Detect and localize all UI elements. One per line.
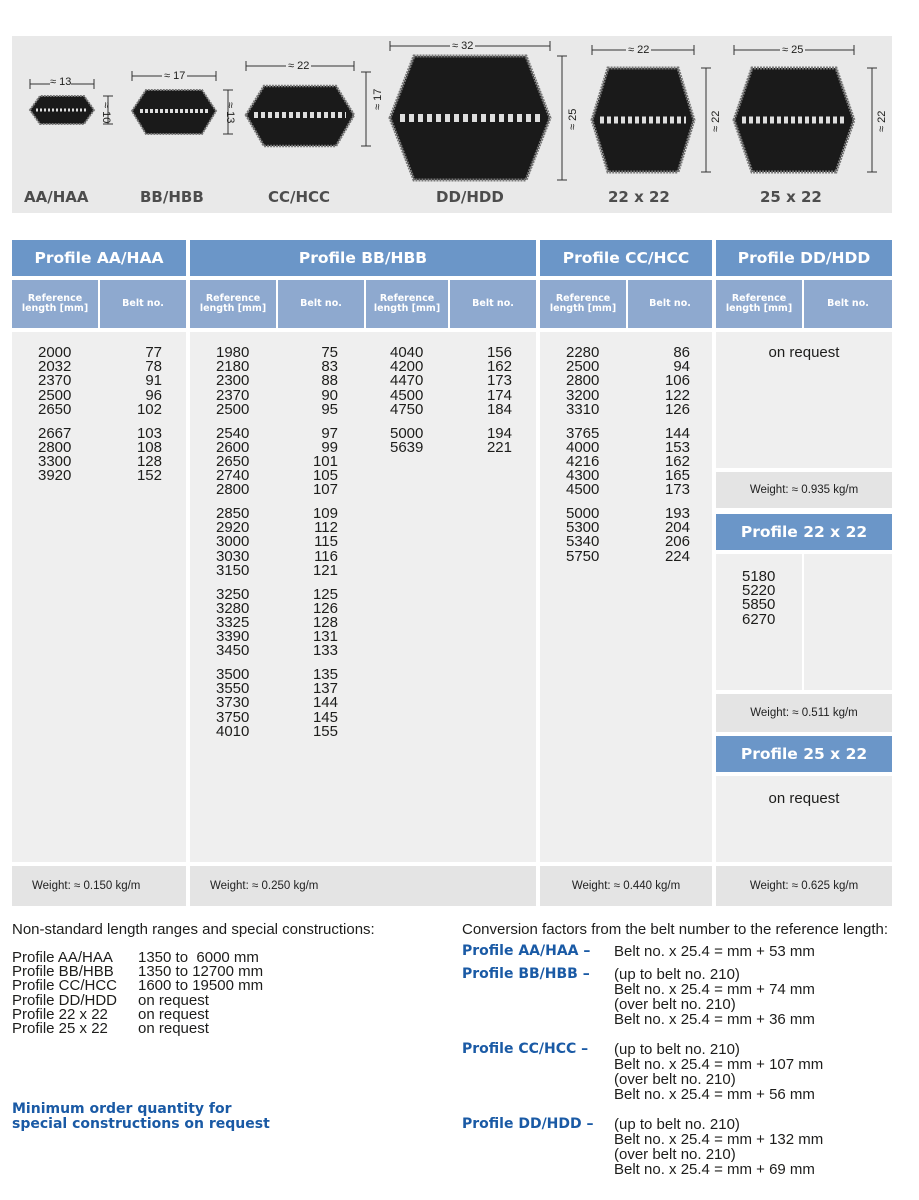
column-aa-belt bbox=[120, 346, 162, 493]
weight-dd-inner: Weight: ≈ 0.935 kg/m bbox=[716, 472, 892, 508]
table-value: 2500 bbox=[566, 358, 600, 376]
value-group bbox=[216, 507, 249, 578]
belt-25-width: ≈ 25 bbox=[782, 44, 804, 56]
conv-bb-line: Belt no. x 25.4 = mm + 36 mm bbox=[614, 1011, 815, 1028]
value-group bbox=[216, 424, 250, 499]
conv-cc-line: (over belt no. 210) bbox=[614, 1071, 736, 1088]
subheader-ref: Reference length [mm] bbox=[190, 280, 276, 328]
table-value: 184 bbox=[486, 400, 512, 418]
table-value: 5750 bbox=[566, 547, 600, 565]
belt-bb-width: ≈ 17 bbox=[164, 70, 186, 82]
value-group bbox=[120, 424, 162, 485]
dd-on-request: on request bbox=[768, 344, 840, 361]
nonstandard-profile: Profile 25 x 22 bbox=[12, 1020, 108, 1037]
min-order-line1: Minimum order quantity for bbox=[12, 1101, 232, 1117]
belt-cc-height: ≈ 17 bbox=[372, 88, 384, 110]
table-value: 2500 bbox=[38, 386, 72, 404]
table-value: 107 bbox=[312, 481, 338, 499]
table-value: 109 bbox=[312, 505, 338, 523]
table-value: 3550 bbox=[216, 680, 250, 698]
table-value: 5220 bbox=[742, 582, 776, 600]
table-value: 116 bbox=[314, 547, 338, 565]
table-value: 3280 bbox=[216, 599, 250, 617]
value-group bbox=[648, 507, 690, 564]
belt-aa-height: ≈ 10 bbox=[100, 102, 112, 124]
table-value: 174 bbox=[486, 386, 512, 404]
table-value: 2800 bbox=[566, 372, 600, 390]
nonstandard-range: 1350 to 12700 mm bbox=[138, 963, 264, 981]
table-value: 126 bbox=[312, 599, 338, 617]
header-22x22: Profile 22 x 22 bbox=[716, 514, 892, 550]
table-value: 4000 bbox=[566, 438, 600, 456]
value-group bbox=[216, 585, 250, 660]
column-22x22-ref bbox=[742, 570, 775, 627]
value-group bbox=[216, 668, 249, 739]
table-value: 3250 bbox=[216, 585, 250, 603]
table-value: 4200 bbox=[390, 358, 424, 376]
table-value: 2500 bbox=[216, 400, 250, 418]
table-value: 144 bbox=[664, 424, 690, 442]
conv-cc-line: Belt no. x 25.4 = mm + 56 mm bbox=[614, 1086, 815, 1103]
table-value: 3390 bbox=[216, 628, 250, 646]
subheader-belt: Belt no. bbox=[804, 280, 892, 328]
p25-on-request: on request bbox=[768, 790, 840, 807]
nonstandard-range: 1600 to 19500 mm bbox=[138, 977, 264, 995]
table-value: 145 bbox=[312, 708, 338, 726]
table-value: 5000 bbox=[390, 424, 424, 442]
table-value: 193 bbox=[664, 505, 690, 523]
table-value: 95 bbox=[321, 400, 338, 418]
table-value: 2667 bbox=[38, 424, 72, 442]
table-value: 2032 bbox=[38, 358, 72, 376]
column-cc-ref bbox=[566, 346, 599, 573]
table-value: 105 bbox=[312, 467, 338, 485]
subheader-ref: Reference length [mm] bbox=[12, 280, 98, 328]
table-value: 97 bbox=[321, 424, 338, 442]
table-value: 194 bbox=[486, 424, 512, 442]
table-value: 2370 bbox=[38, 372, 72, 390]
nonstandard-heading: Non-standard length ranges and special constructions: bbox=[12, 921, 375, 938]
table-value: 86 bbox=[673, 344, 690, 361]
table-value: 3325 bbox=[216, 613, 250, 631]
header-25x22: Profile 25 x 22 bbox=[716, 736, 892, 772]
table-value: 135 bbox=[312, 666, 338, 684]
table-value: 128 bbox=[136, 452, 162, 470]
belt-dd-drawing bbox=[384, 40, 579, 185]
table-value: 206 bbox=[664, 533, 690, 551]
table-value: 2740 bbox=[216, 467, 250, 485]
table-value: 96 bbox=[145, 386, 162, 404]
belt-aa-drawing bbox=[24, 76, 134, 146]
weight-22x22: Weight: ≈ 0.511 kg/m bbox=[716, 694, 892, 732]
value-group bbox=[298, 585, 338, 660]
header-cc: Profile CC/HCC bbox=[540, 240, 712, 276]
weight-cc: Weight: ≈ 0.440 kg/m bbox=[540, 866, 712, 906]
weight-dd: Weight: ≈ 0.625 kg/m bbox=[716, 866, 892, 906]
subheader-ref: Reference length [mm] bbox=[540, 280, 626, 328]
table-value: 173 bbox=[486, 372, 512, 390]
value-group bbox=[390, 346, 423, 417]
value-group bbox=[298, 424, 338, 499]
value-group bbox=[470, 424, 512, 456]
table-value: 3310 bbox=[566, 400, 600, 418]
conv-cc-line: (up to belt no. 210) bbox=[614, 1041, 740, 1058]
value-group bbox=[120, 346, 162, 417]
belt-bb-label: BB/HBB bbox=[140, 188, 204, 206]
belt-bb-drawing bbox=[128, 70, 248, 150]
table-value: 128 bbox=[312, 613, 338, 631]
table-value: 2370 bbox=[216, 386, 250, 404]
belt-aa-label: AA/HAA bbox=[24, 188, 89, 206]
weight-bb: Weight: ≈ 0.250 kg/m bbox=[190, 866, 536, 906]
value-group bbox=[298, 507, 338, 578]
table-value: 2800 bbox=[38, 438, 72, 456]
nonstandard-range: 1350 to 6000 mm bbox=[138, 949, 259, 966]
table-value: 3765 bbox=[566, 424, 600, 442]
table-value: 152 bbox=[136, 467, 162, 485]
value-group bbox=[566, 507, 599, 564]
table-value: 106 bbox=[664, 372, 690, 390]
value-group bbox=[470, 346, 512, 417]
table-value: 1980 bbox=[216, 344, 250, 361]
table-value: 144 bbox=[312, 694, 338, 712]
table-value: 4010 bbox=[216, 722, 250, 740]
table-value: 126 bbox=[664, 400, 690, 418]
table-value: 91 bbox=[145, 372, 162, 390]
table-value: 224 bbox=[664, 547, 690, 565]
table-value: 2800 bbox=[216, 481, 250, 499]
table-value: 4216 bbox=[566, 452, 600, 470]
header-aa: Profile AA/HAA bbox=[12, 240, 186, 276]
belt-dd-label: DD/HDD bbox=[436, 188, 504, 206]
column-aa-ref bbox=[38, 346, 71, 493]
table-value: 5180 bbox=[742, 568, 776, 585]
belt-cc-label: CC/HCC bbox=[268, 188, 331, 206]
table-value: 2650 bbox=[38, 400, 72, 418]
belt-25-label: 25 x 22 bbox=[760, 188, 822, 206]
table-value: 2300 bbox=[216, 372, 250, 390]
table-value: 3030 bbox=[216, 547, 250, 565]
table-value: 4500 bbox=[390, 386, 424, 404]
table-value: 75 bbox=[321, 344, 338, 361]
table-value: 162 bbox=[664, 452, 690, 470]
table-value: 2600 bbox=[216, 438, 250, 456]
table-value: 78 bbox=[145, 358, 162, 376]
table-value: 94 bbox=[673, 358, 690, 376]
belt-dd-height: ≈ 25 bbox=[567, 108, 579, 130]
column-bb-belt1 bbox=[298, 346, 338, 749]
table-value: 83 bbox=[321, 358, 338, 376]
weight-aa: Weight: ≈ 0.150 kg/m bbox=[12, 866, 186, 906]
value-group bbox=[566, 346, 599, 417]
nonstandard-profile: Profile BB/HBB bbox=[12, 963, 114, 981]
table-value: 204 bbox=[664, 519, 690, 537]
conv-dd-line: (up to belt no. 210) bbox=[614, 1116, 740, 1133]
table-value: 103 bbox=[136, 424, 162, 442]
conv-bb-line: Belt no. x 25.4 = mm + 74 mm bbox=[614, 981, 815, 998]
table-value: 3300 bbox=[38, 452, 72, 470]
table-value: 137 bbox=[312, 680, 338, 698]
table-value: 122 bbox=[664, 386, 690, 404]
table-value: 3150 bbox=[216, 561, 250, 579]
nonstandard-range: on request bbox=[138, 1020, 209, 1037]
value-group bbox=[298, 346, 338, 417]
column-bb-ref1 bbox=[216, 346, 249, 749]
table-value: 2920 bbox=[216, 519, 250, 537]
conv-dd-line: Belt no. x 25.4 = mm + 132 mm bbox=[614, 1131, 824, 1148]
min-order-line2: special constructions on request bbox=[12, 1116, 270, 1132]
table-value: 125 bbox=[312, 585, 338, 603]
subheader-belt: Belt no. bbox=[278, 280, 364, 328]
table-value: 101 bbox=[312, 452, 338, 470]
table-value: 3200 bbox=[566, 386, 600, 404]
table-value: 4500 bbox=[566, 481, 600, 499]
table-value: 5300 bbox=[566, 519, 600, 537]
table-value: 115 bbox=[314, 533, 338, 551]
belt-22-height: ≈ 22 bbox=[710, 110, 722, 132]
belt-25-height: ≈ 22 bbox=[876, 110, 888, 132]
nonstandard-range: on request bbox=[138, 1005, 209, 1023]
table-value: 4750 bbox=[390, 400, 424, 418]
table-value: 3450 bbox=[216, 642, 250, 660]
table-value: 5000 bbox=[566, 505, 600, 523]
table-value: 2650 bbox=[216, 452, 250, 470]
value-group bbox=[566, 424, 600, 499]
table-value: 165 bbox=[664, 467, 690, 485]
table-value: 2540 bbox=[216, 424, 250, 442]
conv-aa-label: Profile AA/HAA – bbox=[462, 943, 591, 959]
value-group bbox=[648, 346, 690, 417]
table-value: 5340 bbox=[566, 533, 600, 551]
table-value: 102 bbox=[136, 400, 162, 418]
value-group bbox=[216, 346, 249, 417]
table-value: 5850 bbox=[742, 596, 776, 614]
table-value: 131 bbox=[312, 628, 338, 646]
subheader-belt: Belt no. bbox=[628, 280, 712, 328]
belt-cc-drawing bbox=[240, 60, 384, 160]
table-value: 155 bbox=[312, 722, 338, 740]
table-value: 3750 bbox=[216, 708, 250, 726]
table-value: 90 bbox=[321, 386, 338, 404]
table-value: 4470 bbox=[390, 372, 424, 390]
conv-bb-line: (up to belt no. 210) bbox=[614, 966, 740, 983]
nonstandard-profile: Profile DD/HDD bbox=[12, 991, 118, 1009]
subheader-ref: Reference length [mm] bbox=[716, 280, 802, 328]
nonstandard-range: on request bbox=[138, 991, 209, 1009]
table-value: 2850 bbox=[216, 505, 250, 523]
column-cc-belt bbox=[648, 346, 690, 573]
value-group bbox=[648, 424, 690, 499]
table-value: 3730 bbox=[216, 694, 250, 712]
nonstandard-profile: Profile 22 x 22 bbox=[12, 1005, 108, 1023]
value-group bbox=[298, 668, 338, 739]
value-group bbox=[38, 424, 72, 485]
table-value: 2000 bbox=[38, 344, 72, 361]
belt-22-drawing bbox=[586, 44, 726, 179]
body-22x22-belt bbox=[804, 554, 892, 690]
subheader-belt: Belt no. bbox=[450, 280, 536, 328]
column-bb-belt2 bbox=[470, 346, 512, 464]
nonstandard-row bbox=[12, 1022, 209, 1036]
belt-22-label: 22 x 22 bbox=[608, 188, 670, 206]
belt-25-drawing bbox=[730, 44, 890, 179]
conv-dd-line: (over belt no. 210) bbox=[614, 1146, 736, 1163]
conv-cc-line: Belt no. x 25.4 = mm + 107 mm bbox=[614, 1056, 824, 1073]
table-value: 156 bbox=[486, 344, 512, 361]
conv-bb-label: Profile BB/HBB – bbox=[462, 966, 590, 982]
subheader-ref: Reference length [mm] bbox=[366, 280, 448, 328]
conv-cc-label: Profile CC/HCC – bbox=[462, 1041, 589, 1057]
belt-22-width: ≈ 22 bbox=[628, 44, 650, 56]
belt-aa-width: ≈ 13 bbox=[50, 76, 72, 88]
column-bb-ref2 bbox=[390, 346, 423, 464]
table-value: 112 bbox=[314, 519, 338, 537]
conversion-heading: Conversion factors from the belt number to the reference length: bbox=[462, 921, 889, 938]
table-value: 3500 bbox=[216, 666, 250, 684]
table-value: 2180 bbox=[216, 358, 250, 376]
table-value: 153 bbox=[664, 438, 690, 456]
table-value: 221 bbox=[486, 438, 512, 456]
conv-bb-line: (over belt no. 210) bbox=[614, 996, 736, 1013]
conv-dd-line: Belt no. x 25.4 = mm + 69 mm bbox=[614, 1161, 815, 1178]
value-group bbox=[390, 424, 424, 456]
conv-aa-line: Belt no. x 25.4 = mm + 53 mm bbox=[614, 943, 815, 960]
conv-dd-label: Profile DD/HDD – bbox=[462, 1116, 594, 1132]
header-bb: Profile BB/HBB bbox=[190, 240, 536, 276]
table-value: 6270 bbox=[742, 610, 776, 628]
table-value: 108 bbox=[136, 438, 162, 456]
body-25x22 bbox=[716, 776, 892, 862]
subheader-belt: Belt no. bbox=[100, 280, 186, 328]
nonstandard-profile: Profile CC/HCC bbox=[12, 977, 118, 995]
table-value: 173 bbox=[664, 481, 690, 499]
table-value: 4300 bbox=[566, 467, 600, 485]
table-value: 5639 bbox=[390, 438, 424, 456]
table-value: 77 bbox=[145, 344, 162, 361]
table-value: 88 bbox=[321, 372, 338, 390]
table-value: 133 bbox=[312, 642, 338, 660]
table-value: 3000 bbox=[216, 533, 250, 551]
nonstandard-profile: Profile AA/HAA bbox=[12, 949, 113, 966]
belt-bb-height: ≈ 13 bbox=[224, 102, 236, 124]
value-group bbox=[38, 346, 71, 417]
table-value: 3920 bbox=[38, 467, 72, 485]
table-value: 121 bbox=[312, 561, 338, 579]
table-value: 99 bbox=[321, 438, 338, 456]
table-value: 162 bbox=[486, 358, 512, 376]
header-dd: Profile DD/HDD bbox=[716, 240, 892, 276]
table-value: 4040 bbox=[390, 344, 424, 361]
belt-dd-width: ≈ 32 bbox=[452, 40, 474, 52]
table-value: 2280 bbox=[566, 344, 600, 361]
belt-cc-width: ≈ 22 bbox=[288, 60, 310, 72]
